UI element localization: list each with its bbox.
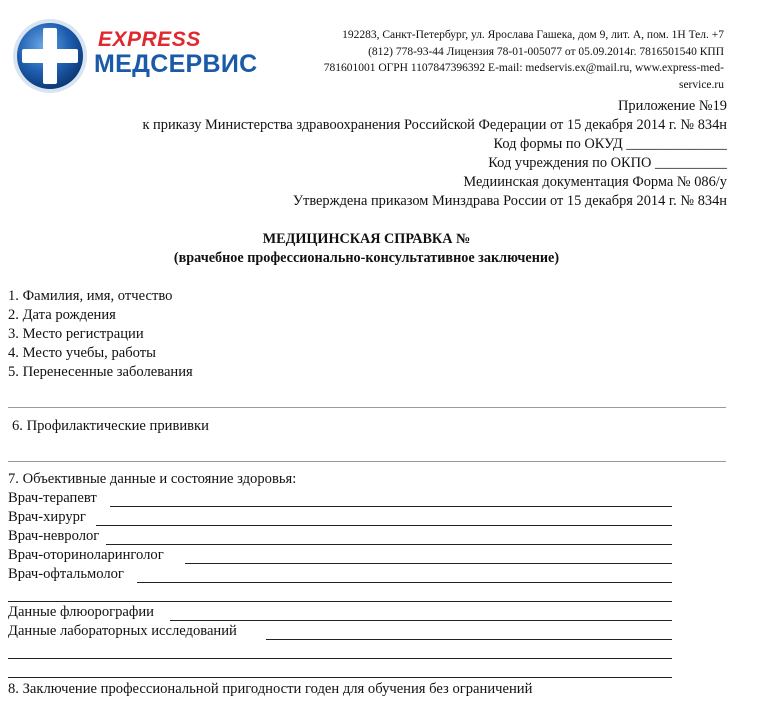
doctor-ent-line: [185, 563, 672, 564]
lab-results-label: Данные лабораторных исследований: [8, 623, 237, 639]
contacts-line: 781601001 ОГРН 1107847396392 E-mail: medservis.ex@mail.ru, www.express-med-: [323, 62, 724, 74]
fluorography-label: Данные флюорографии: [8, 604, 154, 620]
contacts-line: 192283, Санкт-Петербург, ул. Ярослава Гашека, дом 9, лит. А, пом. 1Н Тел. +7: [342, 29, 724, 41]
okud-code: Код формы по ОКУД ______________: [493, 136, 727, 152]
medical-doc-form: Медиинская документация Форма № 086/у: [463, 174, 727, 190]
field-full-name: 1. Фамилия, имя, отчество: [8, 288, 173, 304]
company-contacts: [290, 27, 724, 93]
field-study-work: 4. Место учебы, работы: [8, 345, 156, 361]
blank-line: [8, 677, 672, 678]
objective-data-heading: 7. Объективные данные и состояние здоровья:: [8, 471, 297, 487]
logo-name-text: МЕДСЕРВИС: [94, 50, 258, 78]
doctor-surgeon-label: Врач-хирург: [8, 509, 86, 525]
conclusion-text: 8. Заключение профессиональной пригодности годен для обучения без ограничений: [8, 681, 533, 697]
doctor-ent-label: Врач-оториноларинголог: [8, 547, 164, 563]
field-diseases: 5. Перенесенные заболевания: [8, 364, 193, 380]
document-title: [0, 230, 733, 268]
doctor-ophthalmologist-label: Врач-офтальмолог: [8, 566, 124, 582]
blank-line: [8, 601, 672, 602]
contacts-line: service.ru: [678, 78, 724, 91]
doctor-therapist-line: [110, 506, 672, 507]
order-reference: к приказу Министерства здравоохранения Российской Федерации от 15 декабря 2014 г. № 834н: [142, 117, 727, 133]
blank-line: [8, 658, 672, 659]
divider-line: [8, 407, 726, 408]
field-vaccinations: 6. Профилактические прививки: [12, 418, 209, 434]
doctor-ophthalmologist-line: [137, 582, 672, 583]
medical-cross-icon: [10, 16, 94, 96]
form-header: [27, 97, 727, 211]
divider-line: [8, 461, 726, 462]
logo-express-text: EXPRESS: [98, 28, 201, 51]
title-main: МЕДИЦИНСКАЯ СПРАВКА №: [262, 231, 471, 247]
okpo-code: Код учреждения по ОКПО __________: [488, 155, 727, 171]
personal-fields: [8, 287, 193, 382]
appendix-number: Приложение №19: [618, 98, 727, 114]
field-registration: 3. Место регистрации: [8, 326, 144, 342]
lab-results-line: [266, 639, 672, 640]
approval-reference: Утверждена приказом Минздрава России от 15 декабря 2014 г. № 834н: [292, 193, 727, 209]
fluorography-line: [170, 620, 672, 621]
contacts-line: (812) 778-93-44 Лицензия 78-01-005077 от 05.09.2014г. 7816501540 КПП: [368, 45, 724, 58]
title-sub: (врачебное профессионально-консультативное заключение): [173, 250, 560, 266]
field-birth-date: 2. Дата рождения: [8, 307, 116, 323]
doctor-neurologist-line: [106, 544, 672, 545]
company-logo: [10, 16, 278, 96]
doctor-surgeon-line: [96, 525, 672, 526]
doctor-neurologist-label: Врач-невролог: [8, 528, 100, 544]
doctor-therapist-label: Врач-терапевт: [8, 490, 97, 506]
